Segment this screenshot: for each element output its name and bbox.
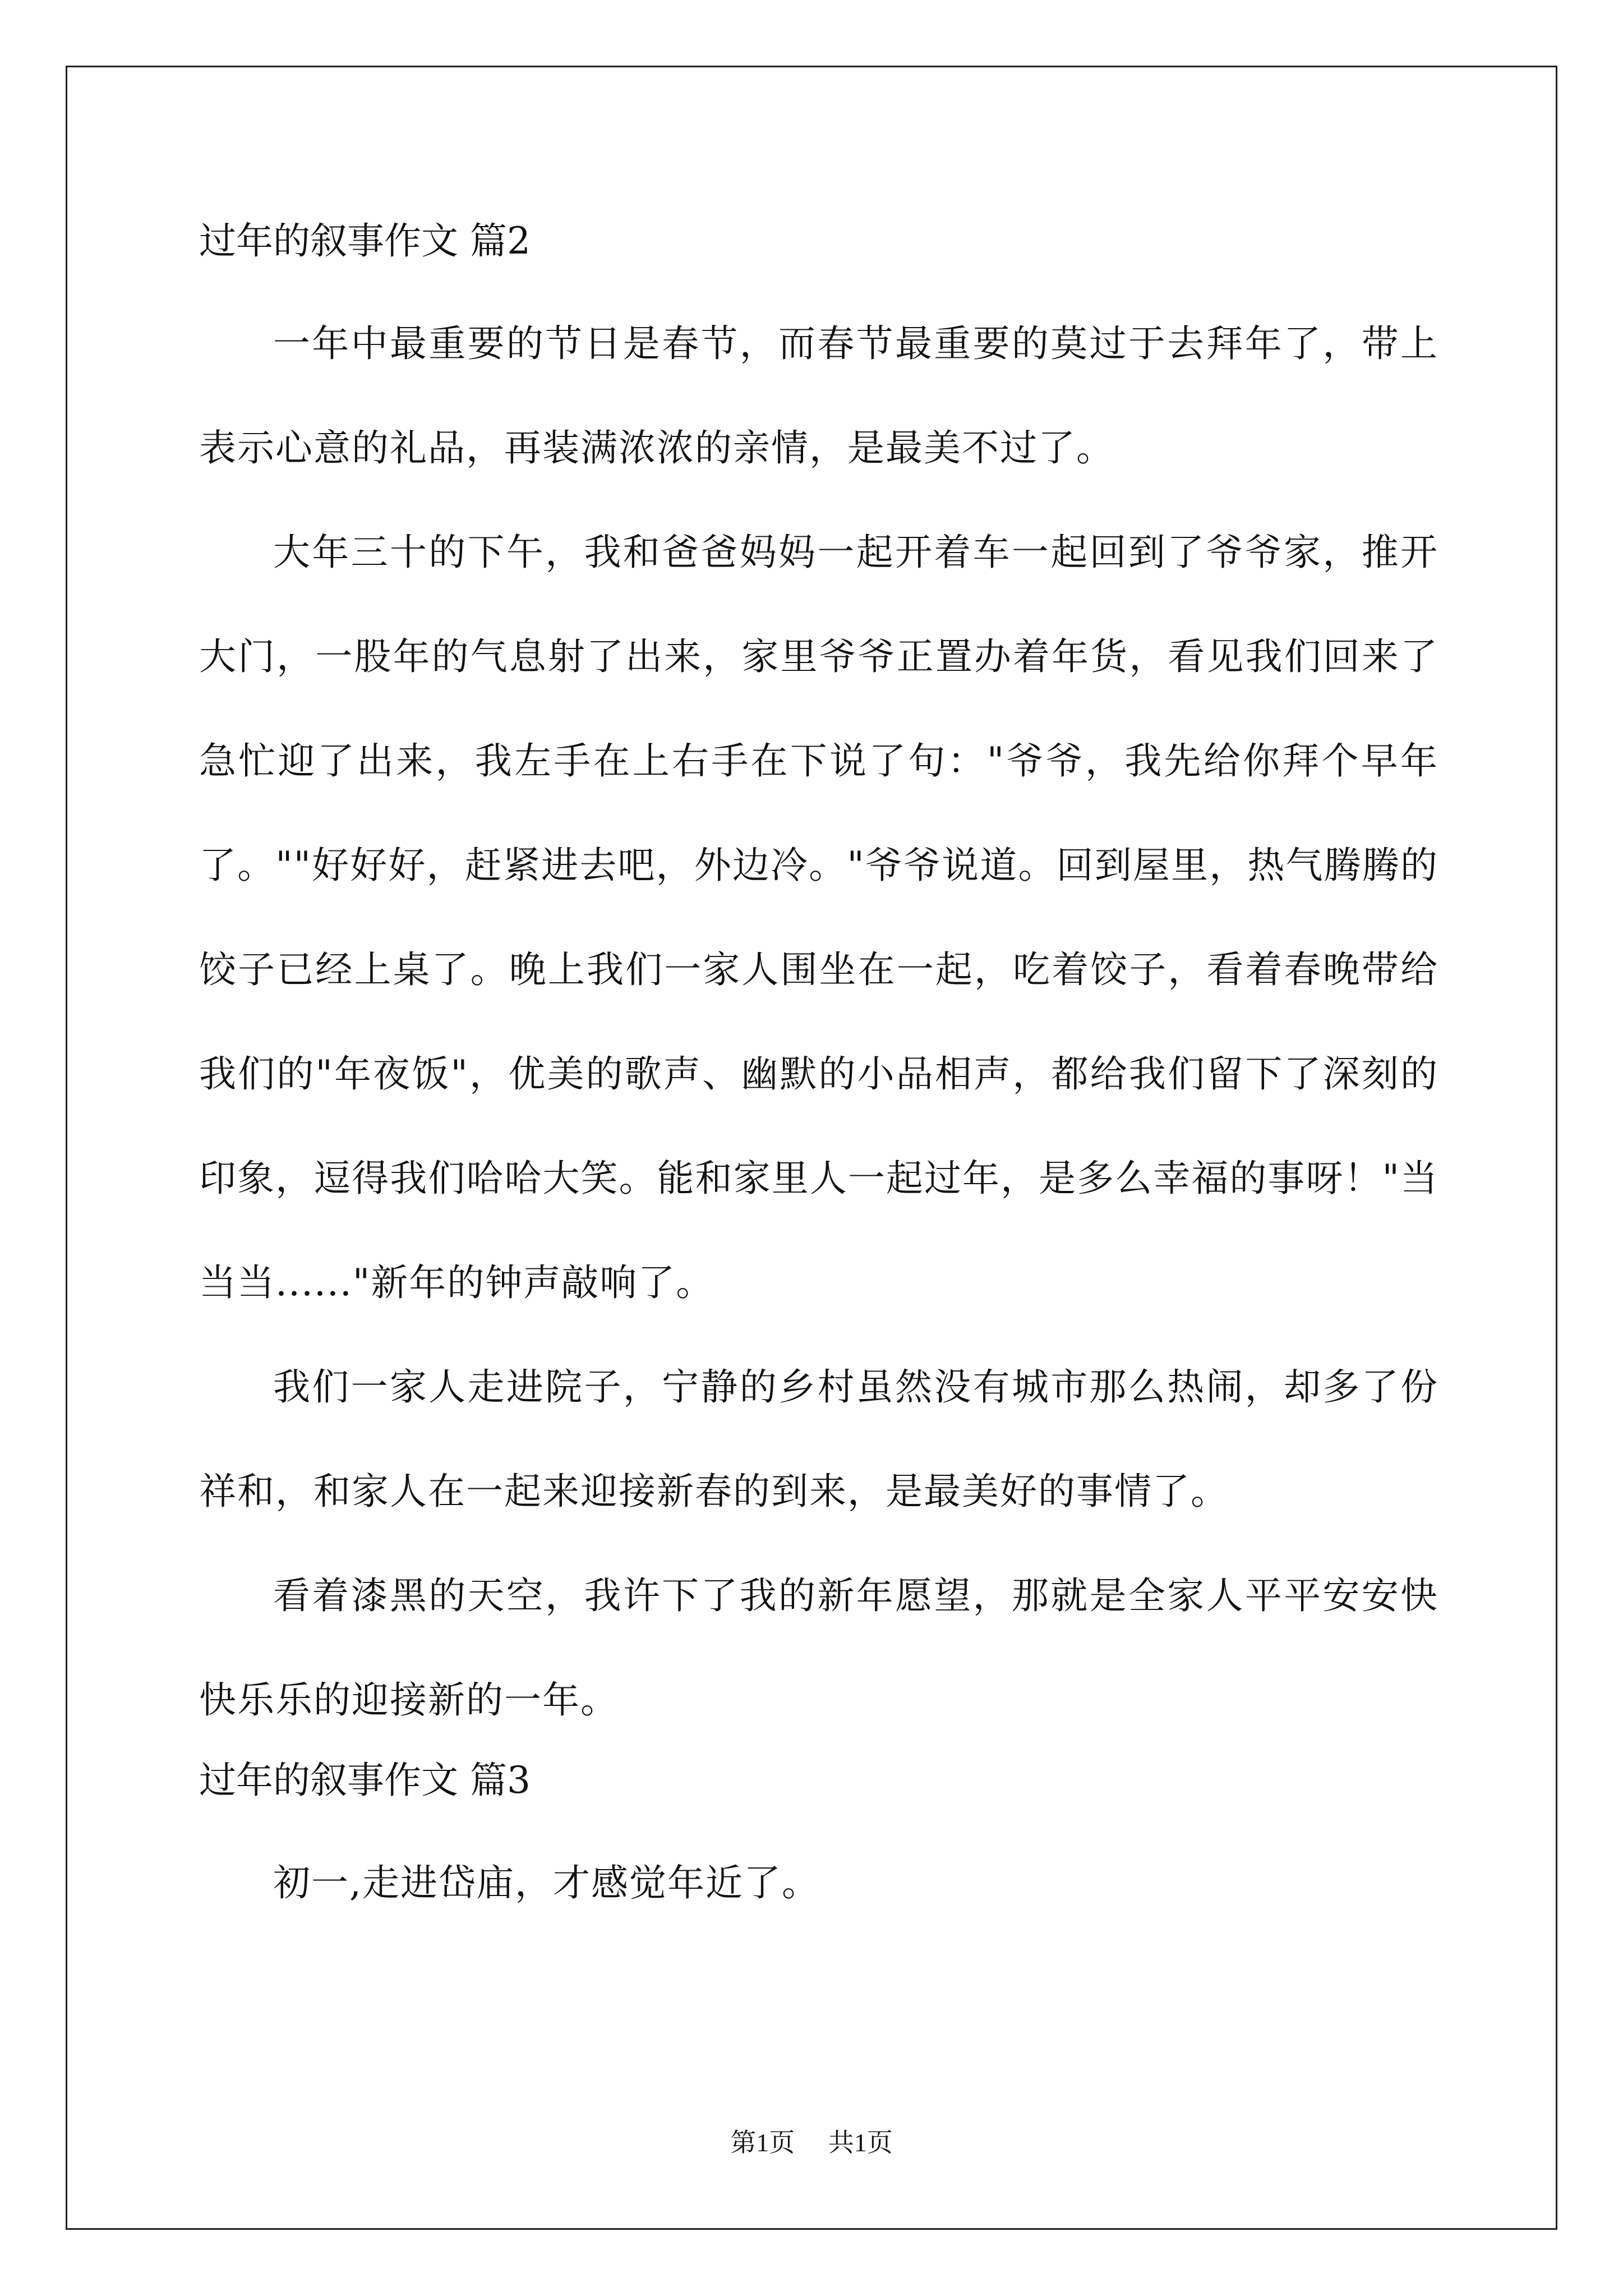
document-body <box>199 213 1438 1935</box>
page-number-total: 共1页 <box>828 2128 893 2157</box>
paragraph: 看着漆黑的天空，我许下了我的新年愿望，那就是全家人平平安安快快乐乐的迎接新的一年。 <box>199 1574 1438 1722</box>
paragraph: 初一,走进岱庙，才感觉年近了。 <box>273 1861 820 1904</box>
paragraph: 大年三十的下午，我和爸爸妈妈一起开着车一起回到了爷爷家，推开大门，一股年的气息射了出来，家里爷爷正置办着年货，看见我们回来了急忙迎了出来，我左手在上右手在下说了句："爷爷，我先给你拜个早年了。""好好好，赶紧进去吧，外边冷。"爷爷说道。回到屋里，热气腾腾的饺子已经上桌了。晚上我们一家人围坐在一起，吃着饺子，看着春晚带给我们的"年夜饭"，优美的歌声、幽默的小品相声，都给我们留下了深刻的印象，逗得我们哈哈大笑。能和家里人一起过年，是多么幸福的事呀！"当当当......"新年的钟声敲响了。 <box>199 531 1438 1304</box>
section-title-3: 过年的叙事作文 篇3 <box>199 1759 531 1802</box>
page-number-current: 第1页 <box>730 2128 795 2157</box>
page-footer <box>0 2126 1623 2160</box>
paragraph: 我们一家人走进院子，宁静的乡村虽然没有城市那么热闹，却多了份祥和，和家人在一起来迎接新春的到来，是最美好的事情了。 <box>199 1365 1438 1513</box>
paragraph: 一年中最重要的节日是春节，而春节最重要的莫过于去拜年了，带上表示心意的礼品，再装满浓浓的亲情，是最美不过了。 <box>199 322 1438 470</box>
section-title-2: 过年的叙事作文 篇2 <box>199 219 531 263</box>
